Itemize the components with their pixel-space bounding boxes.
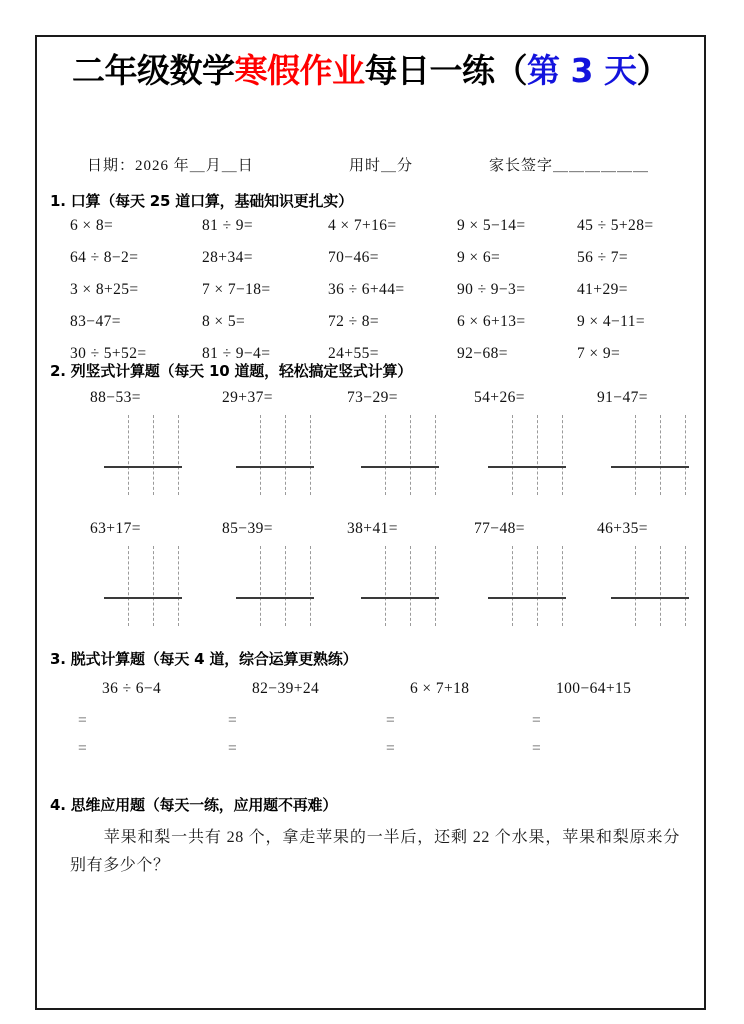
oral-problem[interactable]: 3 × 8+25=: [70, 281, 139, 298]
vertical-work-area[interactable]: [627, 546, 693, 626]
vertical-work-area[interactable]: [120, 415, 186, 495]
grid-guide-line: [660, 415, 661, 495]
vertical-problem-label: 73−29=: [347, 389, 398, 406]
section-heading-oral-calculation: 1. 口算（每天 25 道口算，基础知识更扎实）: [50, 192, 353, 210]
oral-problem[interactable]: 9 × 6=: [457, 249, 501, 266]
vertical-work-area[interactable]: [120, 546, 186, 626]
oral-row: [37, 281, 704, 313]
vertical-problem-label: 77−48=: [474, 520, 525, 537]
equals-line: =: [228, 740, 237, 757]
oral-problem[interactable]: 41+29=: [577, 281, 628, 298]
grid-guide-line: [260, 546, 261, 626]
oral-problem[interactable]: 7 × 7−18=: [202, 281, 271, 298]
vertical-problem-item[interactable]: [474, 520, 525, 538]
grid-guide-line: [435, 415, 436, 495]
grid-guide-line: [512, 546, 513, 626]
vertical-problem-item[interactable]: [347, 389, 398, 407]
oral-row: [37, 217, 704, 249]
oral-problem[interactable]: 45 ÷ 5+28=: [577, 217, 654, 234]
grid-guide-line: [310, 415, 311, 495]
vertical-problem-label: 46+35=: [597, 520, 648, 537]
title-segment-daily-practice: 每日一练: [364, 51, 495, 90]
oral-calculation-grid: [37, 217, 704, 377]
grid-guide-line: [685, 415, 686, 495]
grid-guide-line: [410, 415, 411, 495]
grid-guide-line: [537, 546, 538, 626]
oral-problem[interactable]: 24+55=: [328, 345, 379, 362]
title-segment-day-number: 第 3 天: [527, 51, 637, 90]
oral-problem[interactable]: 6 × 8=: [70, 217, 114, 234]
vertical-problem-item[interactable]: [90, 389, 141, 407]
date-field[interactable]: 日期：2026 年＿月＿日: [87, 158, 254, 174]
answer-rule-line: [236, 466, 314, 468]
oral-problem[interactable]: 7 × 9=: [577, 345, 621, 362]
vertical-problem-label: 85−39=: [222, 520, 273, 537]
grid-guide-line: [178, 546, 179, 626]
grid-guide-line: [635, 415, 636, 495]
grid-guide-line: [685, 546, 686, 626]
grid-guide-line: [260, 415, 261, 495]
section-heading-vertical-calculation: 2. 列竖式计算题（每天 10 道题，轻松搞定竖式计算）: [50, 362, 413, 380]
vertical-problem-label: 88−53=: [90, 389, 141, 406]
expression-problem-item[interactable]: [386, 680, 470, 757]
grid-guide-line: [128, 415, 129, 495]
vertical-problem-item[interactable]: [597, 389, 648, 407]
equals-line: =: [228, 712, 237, 729]
title-segment-winter-homework: 寒假作业: [234, 51, 365, 90]
title-segment-grade-subject: 二年级数学: [72, 51, 235, 90]
oral-problem[interactable]: 92−68=: [457, 345, 508, 362]
answer-rule-line: [611, 466, 689, 468]
vertical-problem-item[interactable]: [347, 520, 398, 538]
vertical-work-area[interactable]: [627, 415, 693, 495]
vertical-work-area[interactable]: [252, 415, 318, 495]
oral-problem[interactable]: 6 × 6+13=: [457, 313, 526, 330]
oral-problem[interactable]: 8 × 5=: [202, 313, 246, 330]
parent-signature-field[interactable]: 家长签字＿＿＿＿＿＿: [489, 158, 650, 174]
grid-guide-line: [285, 546, 286, 626]
oral-problem[interactable]: 64 ÷ 8−2=: [70, 249, 139, 266]
answer-rule-line: [361, 597, 439, 599]
expression-problem-label: 82−39+24: [252, 680, 320, 697]
oral-problem[interactable]: 90 ÷ 9−3=: [457, 281, 526, 298]
vertical-work-area[interactable]: [377, 546, 443, 626]
vertical-problem-label: 91−47=: [597, 389, 648, 406]
oral-problem[interactable]: 30 ÷ 5+52=: [70, 345, 147, 362]
grid-guide-line: [285, 415, 286, 495]
oral-problem[interactable]: 4 × 7+16=: [328, 217, 397, 234]
vertical-work-area[interactable]: [252, 546, 318, 626]
vertical-problem-label: 38+41=: [347, 520, 398, 537]
grid-guide-line: [562, 546, 563, 626]
oral-problem[interactable]: 36 ÷ 6+44=: [328, 281, 405, 298]
vertical-problem-item[interactable]: [90, 520, 141, 538]
grid-guide-line: [660, 546, 661, 626]
oral-row: [37, 249, 704, 281]
oral-problem[interactable]: 9 × 4−11=: [577, 313, 645, 330]
grid-guide-line: [537, 415, 538, 495]
vertical-problem-item[interactable]: [222, 389, 273, 407]
word-problem-text: 苹果和梨一共有 28 个，拿走苹果的一半后，还剩 22 个水果，苹果和梨原来分别有多少个？: [70, 829, 680, 874]
vertical-problem-item[interactable]: [474, 389, 525, 407]
answer-rule-line: [104, 597, 182, 599]
title-paren-open: （: [494, 51, 528, 90]
grid-guide-line: [385, 415, 386, 495]
grid-guide-line: [128, 546, 129, 626]
vertical-problem-label: 29+37=: [222, 389, 273, 406]
grid-guide-line: [310, 546, 311, 626]
expression-problem-label: 36 ÷ 6−4: [102, 680, 162, 697]
page-title: [37, 51, 704, 90]
grid-guide-line: [512, 415, 513, 495]
equals-line: =: [532, 712, 541, 729]
vertical-problem-item[interactable]: [222, 520, 273, 538]
answer-rule-line: [611, 597, 689, 599]
grid-guide-line: [410, 546, 411, 626]
equals-line: =: [532, 740, 541, 757]
worksheet-page-border: [35, 35, 706, 1010]
grid-guide-line: [385, 546, 386, 626]
answer-rule-line: [104, 466, 182, 468]
grid-guide-line: [562, 415, 563, 495]
oral-problem[interactable]: 81 ÷ 9=: [202, 217, 254, 234]
grid-guide-line: [153, 415, 154, 495]
expression-problem-item[interactable]: [78, 680, 162, 757]
answer-rule-line: [361, 466, 439, 468]
expression-problem-item[interactable]: [228, 680, 320, 757]
equals-line: =: [386, 712, 395, 729]
oral-problem[interactable]: 70−46=: [328, 249, 379, 266]
equals-line: =: [78, 740, 87, 757]
answer-rule-line: [488, 597, 566, 599]
worksheet-content: [37, 37, 704, 1008]
time-spent-field[interactable]: 用时＿分: [349, 158, 414, 174]
vertical-problem-label: 54+26=: [474, 389, 525, 406]
grid-guide-line: [635, 546, 636, 626]
grid-guide-line: [153, 546, 154, 626]
vertical-work-area[interactable]: [504, 415, 570, 495]
vertical-work-area[interactable]: [504, 546, 570, 626]
oral-problem[interactable]: 72 ÷ 8=: [328, 313, 380, 330]
oral-row: [37, 313, 704, 345]
answer-rule-line: [488, 466, 566, 468]
grid-guide-line: [178, 415, 179, 495]
oral-problem[interactable]: 83−47=: [70, 313, 121, 330]
oral-problem[interactable]: 81 ÷ 9−4=: [202, 345, 271, 362]
oral-problem[interactable]: 56 ÷ 7=: [577, 249, 629, 266]
vertical-problem-label: 63+17=: [90, 520, 141, 537]
vertical-work-area[interactable]: [377, 415, 443, 495]
expression-problem-item[interactable]: [532, 680, 632, 757]
section-heading-word-problem: 4. 思维应用题（每天一练，应用题不再难）: [50, 796, 338, 814]
section-heading-expression-calculation: 3. 脱式计算题（每天 4 道，综合运算更熟练）: [50, 650, 358, 668]
oral-problem[interactable]: 28+34=: [202, 249, 253, 266]
answer-rule-line: [236, 597, 314, 599]
grid-guide-line: [435, 546, 436, 626]
equals-line: =: [386, 740, 395, 757]
vertical-problem-item[interactable]: [597, 520, 648, 538]
expression-problem-label: 6 × 7+18: [410, 680, 470, 697]
expression-problem-label: 100−64+15: [556, 680, 632, 697]
title-paren-close: ）: [636, 51, 669, 90]
oral-problem[interactable]: 9 × 5−14=: [457, 217, 526, 234]
equals-line: =: [78, 712, 87, 729]
